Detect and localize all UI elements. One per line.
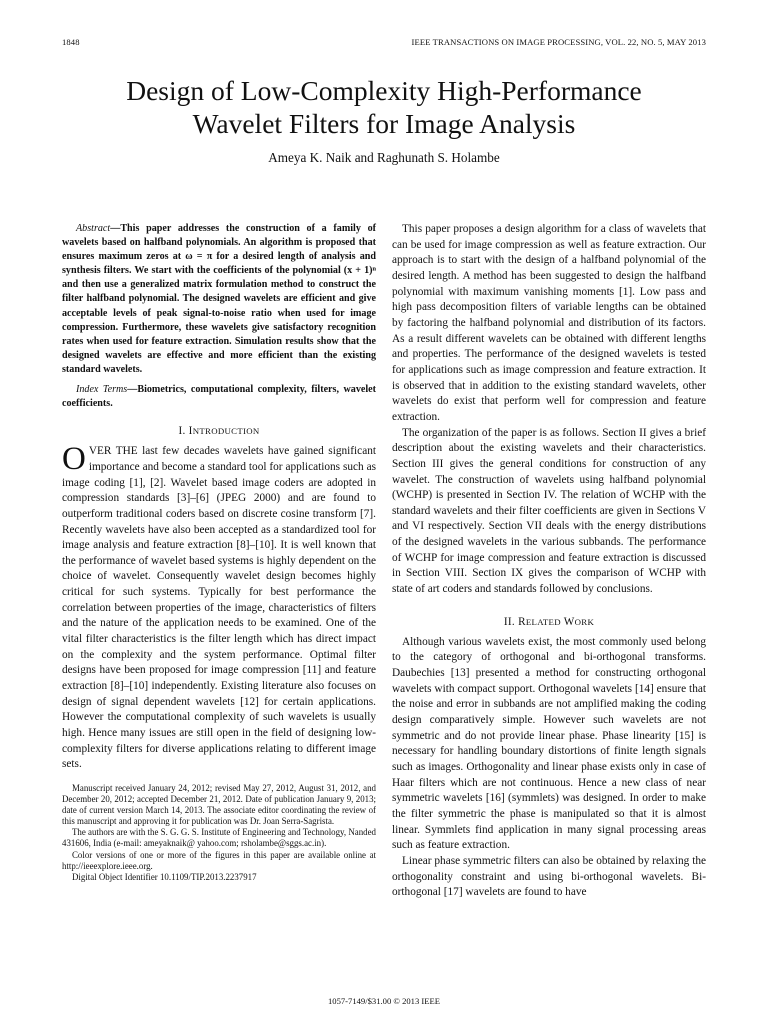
section-1-heading — [62, 425, 376, 437]
drop-cap: O — [62, 441, 86, 478]
page-number: 1848 — [62, 37, 80, 47]
authors: Ameya K. Naik and Raghunath S. Holambe — [268, 150, 500, 165]
section-2-heading — [392, 616, 706, 628]
index-terms — [62, 383, 376, 411]
section-2-title-part2: ORK — [574, 616, 595, 627]
title-line-1: Design of Low-Complexity High-Performance — [126, 75, 642, 106]
section-2-title-part1: ELATED — [525, 616, 561, 627]
related-work-paragraph-1: Although various wavelets exist, the most commonly used belong to the category of orthogonal and bi-orthogonal transforms. Daubechies [13] presented a method for constructing orthogonal wavelets with compact support. Orthogonal wavelets [14] ensure that the noise and error in subbands are not amplified making the coding design comparatively simple. However such wavelets are not symmetric and do not provide linear phase. Phase linearity [15] is necessary for handling boundary distortions of finite length signals such as images. Orthogonality and linear phase exists only in case of Haar filters which are not continuous. Hence a new class of near symmetric wavelets [16] (symmlets) was designed. In order to make the filter symmetric the phase is manipulated so that it is almost linear. Symmlets find application in many signal processing areas such as feature extraction. — [392, 635, 706, 852]
section-2-numeral: II. R — [503, 615, 526, 628]
index-terms-label: Index Terms — [76, 384, 128, 396]
section-1-title-rest: NTRODUCTION — [192, 426, 260, 437]
abstract — [62, 222, 376, 377]
footnotes — [62, 783, 376, 883]
section-2-title-mid: W — [560, 615, 575, 628]
intro-paragraph — [62, 441, 376, 773]
copyright-footer: 1057-7149/$31.00 © 2013 IEEE — [327, 996, 441, 1006]
footnote-color: Color versions of one or more of the figures in this paper are available online at http://ieeexplore.ieee.org. — [62, 849, 376, 871]
abstract-text: —This paper addresses the construction of a family of wavelets based on halfband polynomials. An algorithm is proposed that ensures maximum zeros at ω = π for a desired length of analysis and synthesis filters. We start with the coefficients of the polynomial (x + 1)ⁿ and then use a generalized matrix formulation method to construct the filter halfband polynomial. The designed wavelets are efficient and give acceptable levels of peak signal-to-noise ratio when used for image compression. Furthermore, these wavelets give satisfactory recognition rates when used for feature extraction. Simulation results show that the designed wavelets are effective and more efficient than the existing standard wavelets. — [62, 223, 376, 375]
footnote-doi: Digital Object Identifier 10.1109/TIP.2013.2237917 — [72, 871, 257, 882]
abstract-label: Abstract — [76, 223, 111, 234]
left-column — [62, 222, 376, 883]
footnote-authors: The authors are with the S. G. G. S. Institute of Engineering and Technology, Nanded 431606, India (e-mail: ameyaknaik@ yahoo.com; rsholambe@sggs.ac.in). — [62, 827, 376, 849]
paper-title — [62, 74, 706, 140]
paragraph-organization: The organization of the paper is as follows. Section II gives a brief description about the existing wavelets and their characteristics. Section III gives the general conditions for construction of any wavelet. The construction of wavelets using halfband polynomial (WCHP) is presented in Section IV. The relation of WCHP with the standard wavelets and their filter coefficients are given in Sections V and VI respectively. Section VII deals with the energy distributions of the designed wavelets in the various subbands. The performance of WCHP for image compression and feature extraction is discussed in Section VIII. Section IX gives the comparison of WCHP with state of art coders and standards followed by conclusions. — [392, 426, 706, 596]
title-block — [62, 74, 706, 166]
section-1-numeral: I. I — [178, 425, 193, 438]
footnote-manuscript: Manuscript received January 24, 2012; revised May 27, 2012, August 31, 2012, and December 20, 2012; accepted December 21, 2012. Date of publication January 9, 2013; date of current version March 14, 2013. The associate editor coordinating the review of this manuscript and approving it for publication was Dr. Joan Serra-Sagrista. — [62, 783, 376, 827]
paragraph-proposal: This paper proposes a design algorithm for a class of wavelets that can be used for image compression as well as feature extraction. Our approach is to start with the design of a halfband polynomial of the desired length. A method has been suggested to design the halfband polynomial with maximum vanishing moments [1]. Low pass and high pass decomposition filters of variable lengths can be obtained by factoring the halfband polynomial and distribution of its factors. As a result different wavelets can be obtained with different lengths and properties. The performance of the designed wavelets is tested for applications such as image compression and feature extraction. It is observed that in addition to the existing standard wavelets, other wavelets do exist that perform well for compression and feature extraction. — [392, 223, 706, 423]
right-column — [392, 222, 706, 901]
index-terms-text: —Biometrics, computational complexity, filters, wavelet coefficients. — [62, 384, 376, 410]
related-work-paragraph-2: Linear phase symmetric filters can also be obtained by relaxing the orthogonality constraint and using bi-orthogonal wavelets. Bi-orthogonal [17] wavelets are found to have — [392, 854, 706, 899]
intro-text: VER THE last few decades wavelets have gained significant importance and become a standard tool for applications such as image coding [1], [2]. Wavelet based image coders are adopted in compression standards [3]–[6] (JPEG 2000) and are found to outperform traditional coders based on discrete cosine transform [7]. Recently wavelets have also been accepted as a standardized tool for image analysis and feature extraction [8]–[10]. It is well known that the performance of wavelet based systems is highly dependent on the choice of wavelet. Consequently wavelet design becomes highly critical for such systems. Typically for best performance the correlation between properties of the image, characteristics of filters and the nature of the application needs to be examined. One of the vital filter characteristics is the filter length which has direct impact on the complexity and the system performance. Optimal filter designs have been proposed for image compression [11] and feature extraction [8]–[10] independently. Existing literature also focuses on design of signal dependent wavelets [12] for certain applications. However the computational complexity of such wavelets is usually high. Hence many issues are still open in the field of designing low-complexity filters for diverse applications relating to different image sets. — [62, 445, 376, 771]
running-header: IEEE TRANSACTIONS ON IMAGE PROCESSING, VOL. 22, NO. 5, MAY 2013 — [411, 37, 706, 47]
title-line-2: Wavelet Filters for Image Analysis — [192, 108, 576, 139]
